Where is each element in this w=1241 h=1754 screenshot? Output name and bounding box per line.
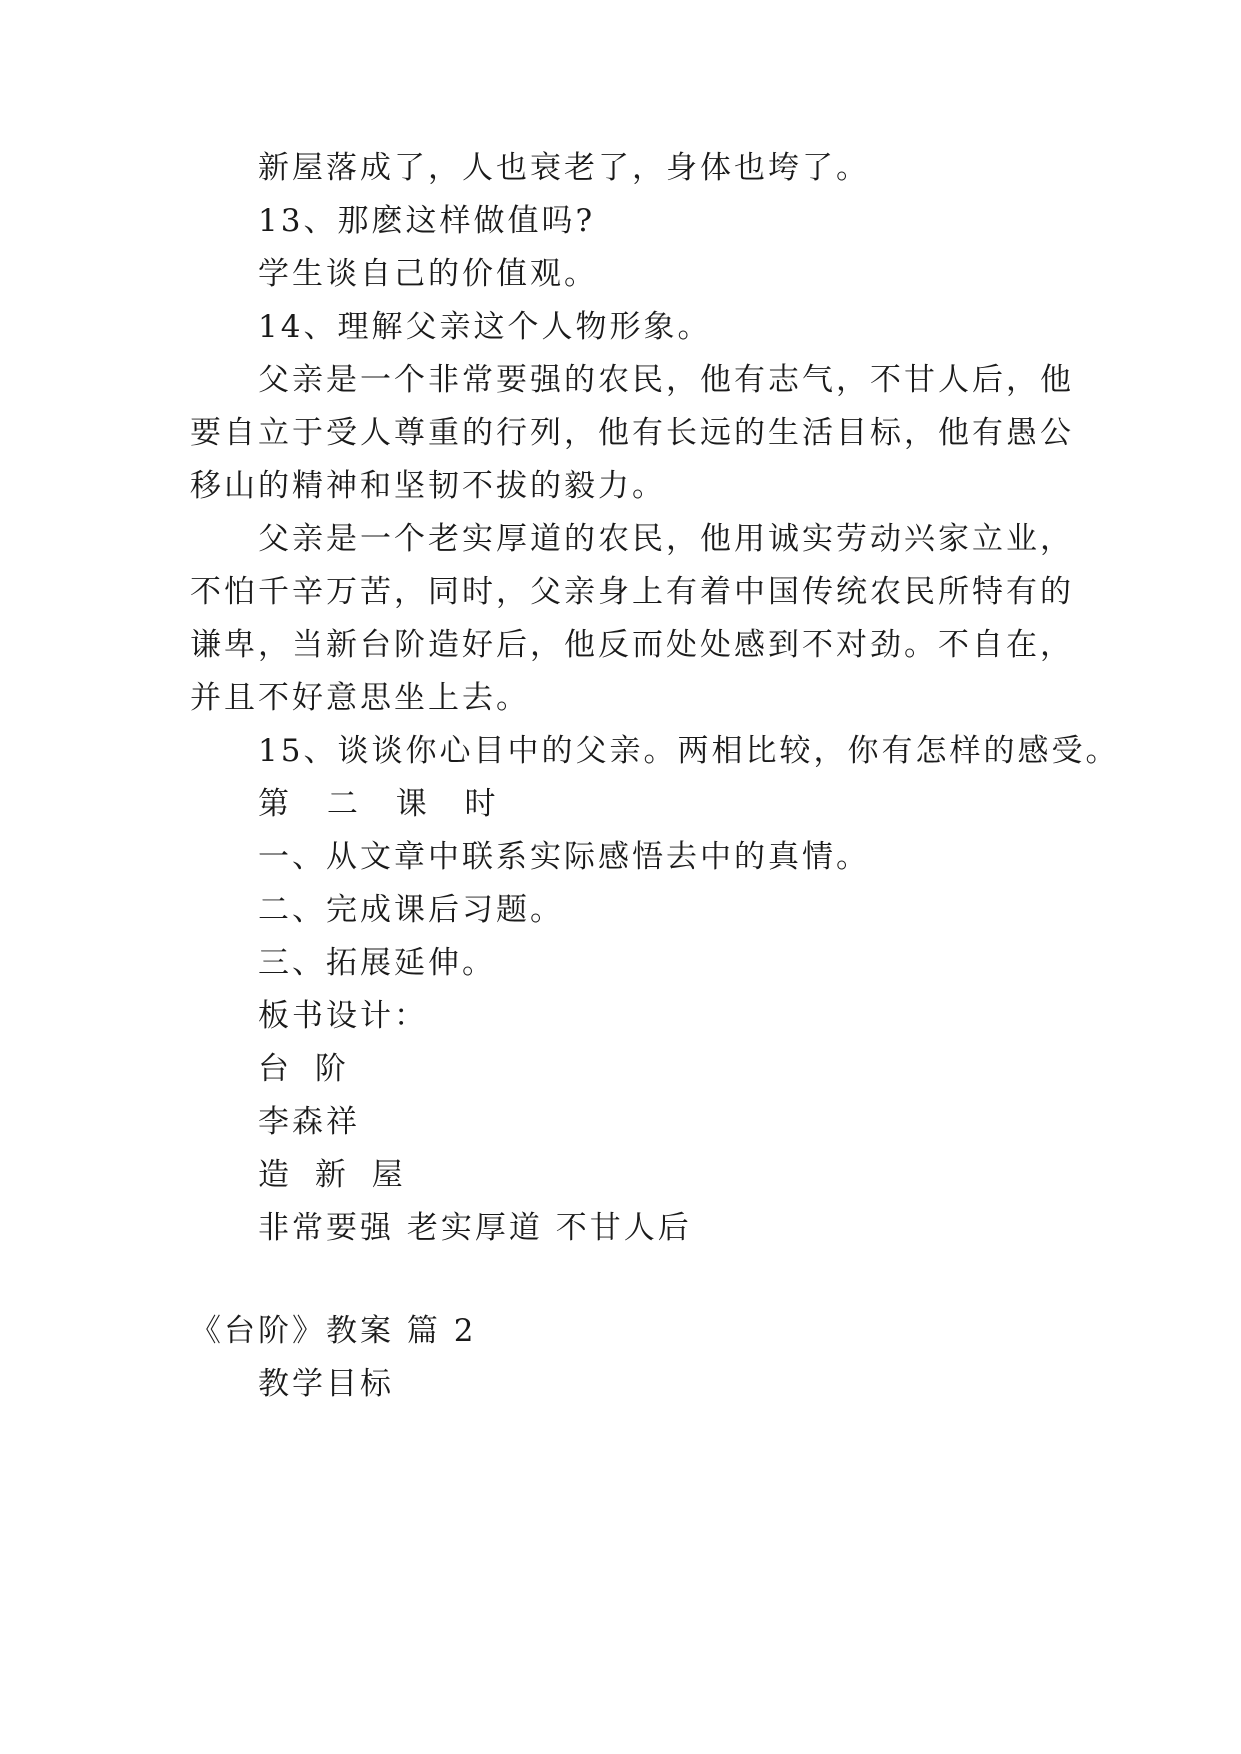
- text-line: 非常要强 老实厚道 不甘人后: [258, 1210, 692, 1246]
- text-line: 新屋落成了，人也衰老了，身体也垮了。: [258, 150, 870, 186]
- text-line: 板书设计：: [258, 998, 428, 1034]
- text-line: 学生谈自己的价值观。: [258, 256, 598, 292]
- text-line: 谦卑，当新台阶造好后，他反而处处感到不对劲。不自在，: [190, 627, 1074, 663]
- text-line: 父亲是一个非常要强的农民，他有志气，不甘人后，他: [258, 362, 1074, 398]
- text-line: 二、完成课后习题。: [258, 892, 564, 928]
- text-line: 不怕千辛万苦，同时，父亲身上有着中国传统农民所特有的: [190, 574, 1074, 610]
- text-line: 造 新 屋: [258, 1157, 411, 1193]
- text-line: 一、从文章中联系实际感悟去中的真情。: [258, 839, 870, 875]
- text-line: 台 阶: [258, 1051, 354, 1087]
- text-line: 李森祥: [258, 1104, 360, 1140]
- section-title: 《台阶》教案 篇 2: [190, 1313, 477, 1349]
- text-line: 移山的精神和坚韧不拔的毅力。: [190, 468, 666, 504]
- text-line: 教学目标: [258, 1366, 394, 1402]
- section-heading: 第 二 课 时: [258, 786, 510, 822]
- text-line: 并且不好意思坐上去。: [190, 680, 530, 716]
- text-line: 父亲是一个老实厚道的农民，他用诚实劳动兴家立业，: [258, 521, 1074, 557]
- text-line: 14、理解父亲这个人物形象。: [258, 309, 712, 345]
- text-line: 要自立于受人尊重的行列，他有长远的生活目标，他有愚公: [190, 415, 1074, 451]
- text-line: 15、谈谈你心目中的父亲。两相比较，你有怎样的感受。: [258, 733, 1120, 769]
- text-line: 三、拓展延伸。: [258, 945, 496, 981]
- text-line: 13、那麽这样做值吗?: [258, 203, 596, 239]
